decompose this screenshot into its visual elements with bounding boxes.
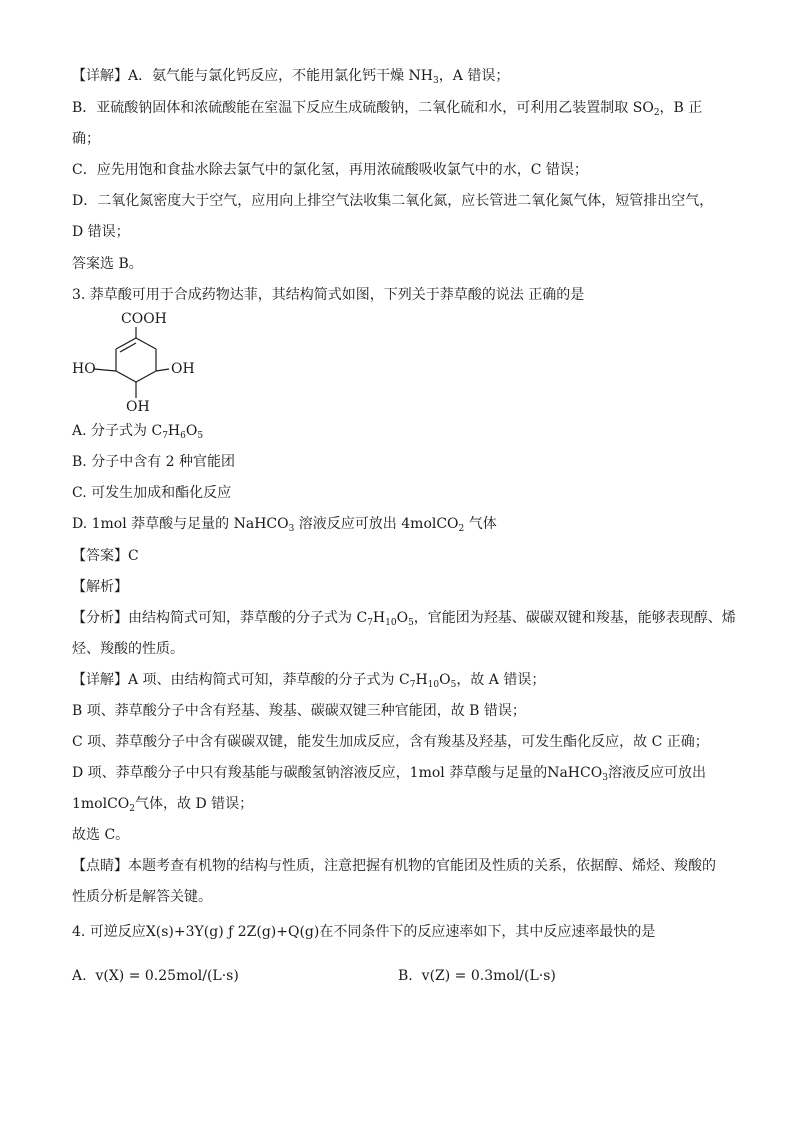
q3-comment-1: 【点睛】本题考查有机物的结构与性质，注意把握有机物的官能团及性质的关系，依据醇、烯烃、羧酸的 [72,858,716,874]
shikimic-acid-structure [72,311,212,417]
structure-ho-left: HO [72,361,96,377]
q2-detail-a: 【详解】A．氨气能与氯化钙反应，不能用氯化钙干燥 $NH_3$，A 错误； [72,68,510,86]
q3-detail-d-cont: 1molCO$_2$气体，故 D 错误； [72,796,254,814]
q4-option-a-expr: v(X) = 0.25mol/(L·s) [95,968,239,984]
q3-detail-d: D 项、莽草酸分子中只有羧基能与碳酸氢钠溶液反应，1mol 莽草酸与足量的NaHCO$_3$溶液反应可放出 [72,765,706,783]
structure-cooh: COOH [121,311,167,327]
bond-ring-6 [116,338,136,349]
q3-comment-2: 性质分析是解答关键。 [72,889,212,905]
q4-option-a: A. v(X) = 0.25mol/(L·s) [72,968,239,984]
q3-option-d: D. 1mol 莽草酸与足量的 NaHCO$_3$ 溶液反应可放出 4molCO$_2$ 气体 [72,516,497,534]
q2-detail-b-cont: 确； [72,131,100,147]
q3-choose: 故选 C。 [72,827,130,843]
q4-reaction: X(s)+3Y(g) ƒ 2Z(g)+Q(g) [145,924,320,940]
q2-detail-d-cont: D 错误； [72,224,130,240]
bond-ring-4 [116,371,136,382]
q4-stem: 4. 可逆反应X(s)+3Y(g) ƒ 2Z(g)+Q(g)在不同条件下的反应速率如下，其中反应速率最快的是 [72,924,656,940]
structure-oh-bottom: OH [126,399,150,415]
q3-stem: 3. 莽草酸可用于合成药物达菲，其结构简式如图，下列关于莽草酸的说法 正确的是 [72,287,585,303]
q3-analysis-heading: 【解析】 [72,579,128,595]
double-bond [120,343,136,352]
q3-option-b: B. 分子中含有 2 种官能团 [72,454,235,470]
q3-detail-c: C 项、莽草酸分子中含有碳碳双键，能发生加成反应，含有羧基及羟基，可发生酯化反应，故 C 正确； [72,734,709,750]
q4-option-b-expr: v(Z) = 0.3mol/(L·s) [421,968,556,984]
q4-option-b: B. v(Z) = 0.3mol/(L·s) [398,968,556,984]
bond-ring-3 [136,371,156,382]
q3-analysis-2: 烃、羧酸的性质。 [72,641,184,657]
q3-option-c: C. 可发生加成和酯化反应 [72,485,232,501]
q3-answer: 【答案】C [72,548,139,564]
q2-detail-d: D．二氧化氮密度大于空气，应用向上排空气法收集二氧化氮，应长管进二氧化氮气体，短管排出空气， [72,193,714,209]
q2-answer: 答案选 B。 [72,256,143,272]
q3-detail-a: 【详解】A 项、由结构简式可知，莽草酸的分子式为 $C_7H_{10}O_5$，故 A 错误； [72,672,546,690]
structure-oh-right: OH [171,361,195,377]
q3-analysis-1: 【分析】由结构简式可知，莽草酸的分子式为 $C_7H_{10}O_5$，官能团为羟基、碳碳双键和羧基，能够表现醇、烯 [72,610,736,628]
bond-oh-right [156,369,169,371]
q2-detail-c: C．应先用饱和食盐水除去氯气中的氯化氢，再用浓硫酸吸收氯气中的水，C 错误； [72,162,588,178]
bond-ring-1 [136,338,156,349]
q2-detail-b: B．亚硫酸钠固体和浓硫酸能在室温下反应生成硫酸钠，二氧化硫和水，可利用乙装置制取 $SO_2$，B 正 [72,100,703,118]
q3-detail-b: B 项、莽草酸分子中含有羟基、羧基、碳碳双键三种官能团，故 B 错误； [72,703,526,719]
bond-oh-left [94,369,116,371]
q3-option-a: A. 分子式为 $C_7H_6O_5$ [72,423,204,441]
